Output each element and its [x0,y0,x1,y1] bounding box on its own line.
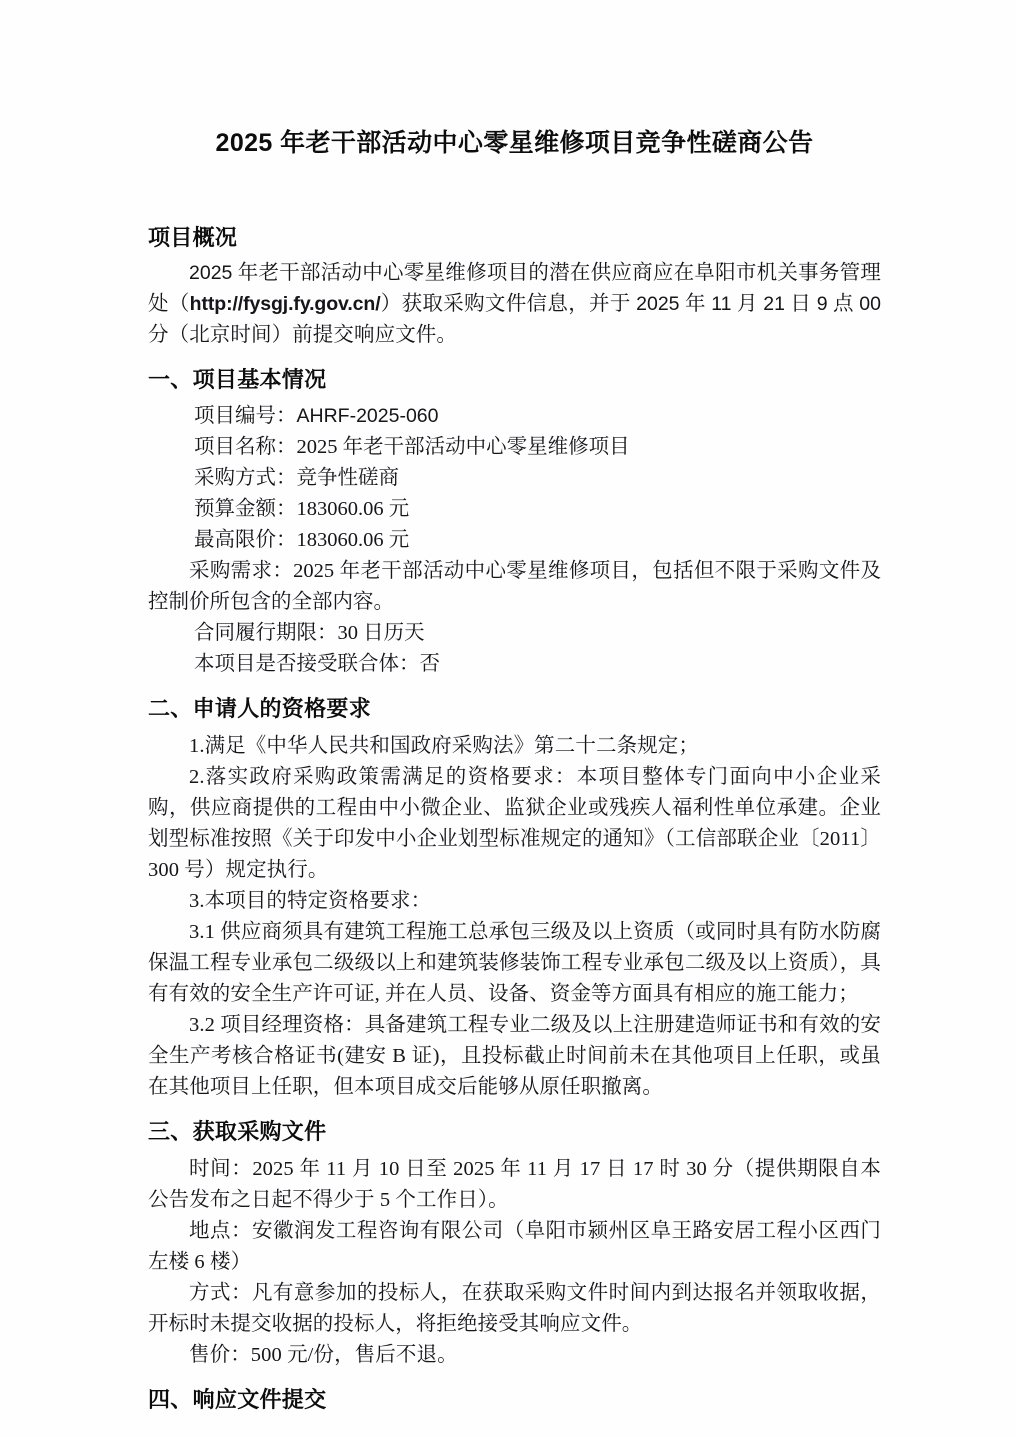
overview-lead-text-4: 月 [731,292,764,315]
deadline-hour: 9 [816,292,828,315]
field-project-name-value: 2025 年老干部活动中心零星维修项目 [296,436,630,459]
qualification-item-2: 2.落实政府采购政策需满足的资格要求：本项目整体专门面向中小企业采购，供应商提供的工程由中小微企业、监狱企业或残疾人福利性单位承建。企业划型标准按照《关于印发中小企业划型标准规定的通知》（工信部联企业〔2011〕300 号）规定执行。 [148,766,881,882]
field-project-name [148,432,881,463]
heading-section-two: 二、申请人的资格要求 [148,696,372,722]
overview-lead-text-5: 日 [784,292,817,315]
overview-paragraph [148,258,881,351]
qualification-item-3-1: 3.1 供应商须具有建筑工程施工总承包三级及以上资质（或同时具有防水防腐保温工程专业承包二级级以上和建筑装修装饰工程专业承包二级及以上资质），具有有效的安全生产许可证, 并在人员、设备、资金等方面具有相应的施工能力； [148,921,881,1006]
deadline-year: 2025 [636,292,680,315]
overview-lead-text-1: 年老干部活动中心零星维修项目的潜在供应商应在阜阳市机关事务管理处（ [148,261,881,315]
field-project-number [148,401,881,432]
field-budget-amount-value: 183060.06 元 [296,498,410,521]
field-contract-duration [148,618,881,649]
heading-section-three: 三、获取采购文件 [148,1119,327,1145]
field-procurement-method-value: 竞争性磋商 [296,467,399,490]
overview-lead-text-7: 分（北京时间）前提交响应文件。 [148,323,457,346]
field-contract-duration-label: 合同履行期限： [194,622,338,645]
heading-section-four: 四、响应文件提交 [148,1386,327,1412]
heading-section-one: 一、项目基本情况 [148,366,327,392]
overview-lead-text-2: ）获取采购文件信息，并于 [380,292,637,315]
qualification-item-1: 1.满足《中华人民共和国政府采购法》第二十二条规定； [189,735,699,758]
field-procurement-method [148,463,881,494]
field-project-number-label: 项目编号： [194,405,297,428]
field-contract-duration-value: 30 日历天 [337,622,425,645]
qualification-item-3-2: 3.2 项目经理资格：具备建筑工程专业二级及以上注册建造师证书和有效的安全生产考核合格证书(建安 B 证)，且投标截止时间前未在其他项目上任职，或虽在其他项目上任职，但本项目成交后能够从原任职撤离。 [148,1014,881,1099]
document-content [148,0,881,1422]
field-project-name-label: 项目名称： [194,436,297,459]
field-consortium-accepted [148,649,881,680]
heading-project-overview: 项目概况 [148,224,238,250]
qualification-item-3: 3.本项目的特定资格要求： [189,890,432,913]
deadline-day: 21 [763,292,785,315]
document-pickup-place: 地点：安徽润发工程咨询有限公司（阜阳市颍州区阜王路安居工程小区西门左楼 6 楼） [148,1219,881,1273]
overview-lead-text-6: 点 [827,292,860,315]
overview-lead-year: 2025 [189,261,233,284]
deadline-minute: 00 [859,292,881,315]
overview-lead-text-3: 年 [679,292,712,315]
document-title: 2025 年老干部活动中心零星维修项目竞争性磋商公告 [215,129,814,157]
field-consortium-accepted-label: 本项目是否接受联合体： [194,653,420,676]
field-max-price [148,525,881,556]
field-project-number-value: AHRF-2025-060 [296,405,439,428]
field-procurement-demand: 采购需求：2025 年老干部活动中心零星维修项目，包括但不限于采购文件及控制价所包含的全部内容。 [148,560,881,614]
deadline-month: 11 [711,292,732,315]
field-max-price-label: 最高限价： [194,529,297,552]
field-budget-amount [148,494,881,525]
field-consortium-accepted-value: 否 [419,653,440,676]
field-procurement-method-label: 采购方式： [194,467,297,490]
document-price: 售价：500 元/份，售后不退。 [189,1343,458,1366]
document-pickup-method: 方式：凡有意参加的投标人，在获取采购文件时间内到达报名并领取收据，开标时未提交收据的投标人，将拒绝接受其响应文件。 [148,1281,881,1335]
procurement-portal-url[interactable]: http://fysgj.fy.gov.cn/ [189,292,381,315]
field-max-price-value: 183060.06 元 [296,529,410,552]
document-pickup-time: 时间：2025 年 11 月 10 日至 2025 年 11 月 17 日 17 时 30 分（提供期限自本公告发布之日起不得少于 5 个工作日）。 [148,1157,881,1211]
field-budget-amount-label: 预算金额： [194,498,297,521]
